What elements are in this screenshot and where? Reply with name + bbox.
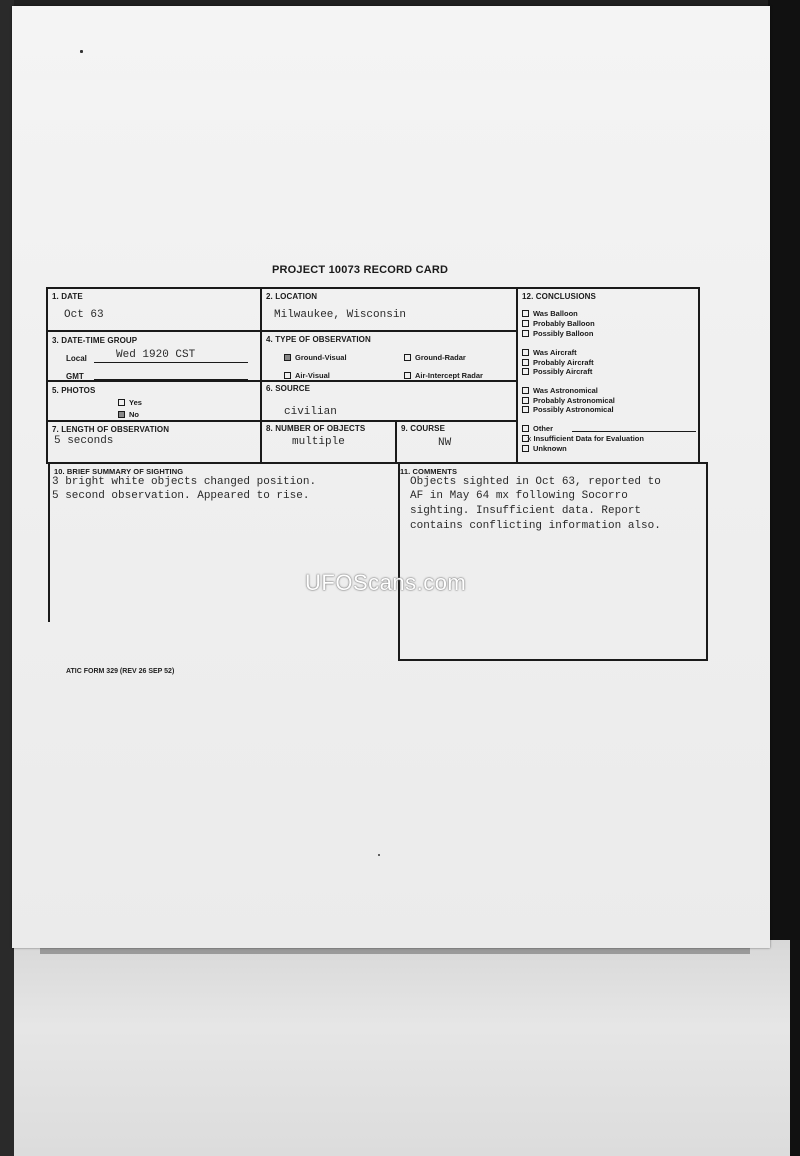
checkbox-photos-yes bbox=[118, 398, 142, 407]
option-label: Unknown bbox=[533, 444, 567, 453]
location-label: 2. LOCATION bbox=[266, 292, 318, 301]
comments-line-3: sighting. Insufficient data. Report bbox=[410, 505, 642, 517]
conclusion-was-balloon bbox=[522, 309, 578, 318]
checkbox-air-intercept-radar bbox=[404, 371, 483, 380]
date-time-group-label: 3. DATE-TIME GROUP bbox=[52, 336, 138, 345]
checkbox-box bbox=[522, 330, 529, 337]
option-label: Other bbox=[533, 424, 554, 433]
conclusion-possibly-astronomical bbox=[522, 405, 614, 414]
form-id: ATIC FORM 329 (REV 26 SEP 52) bbox=[66, 668, 175, 675]
checkbox-box bbox=[522, 368, 529, 375]
checkbox-ground-radar bbox=[404, 353, 466, 362]
comments-line-2: AF in May 64 mx following Socorro bbox=[410, 490, 628, 502]
number-of-objects-value: multiple bbox=[292, 436, 345, 448]
option-label: Was Aircraft bbox=[533, 348, 577, 357]
brief-summary-line-2: 5 second observation. Appeared to rise. bbox=[52, 490, 310, 502]
type-of-observation-label: 4. TYPE OF OBSERVATION bbox=[266, 335, 371, 344]
checkbox-box bbox=[522, 349, 529, 356]
conclusion-insufficient-data bbox=[522, 434, 644, 444]
conclusion-probably-aircraft bbox=[522, 358, 594, 367]
checkbox-box bbox=[118, 399, 125, 406]
option-label: Possibly Aircraft bbox=[533, 367, 593, 376]
location-value: Milwaukee, Wisconsin bbox=[274, 309, 407, 321]
scan-speck bbox=[378, 854, 380, 856]
option-label: Was Astronomical bbox=[533, 386, 598, 395]
course-value: NW bbox=[438, 437, 452, 449]
number-of-objects-label: 8. NUMBER OF OBJECTS bbox=[266, 424, 366, 433]
length-of-observation-label: 7. LENGTH OF OBSERVATION bbox=[52, 425, 170, 434]
checkbox-box bbox=[522, 435, 529, 442]
watermark: UFOScans.com bbox=[305, 570, 467, 595]
option-label: Insufficient Data for Evaluation bbox=[533, 434, 644, 443]
checkbox-box bbox=[522, 397, 529, 404]
gmt-underline bbox=[94, 379, 248, 380]
date-label: 1. DATE bbox=[52, 292, 83, 301]
brief-summary-line-1: 3 bright white objects changed position. bbox=[52, 476, 317, 488]
checkbox-air-visual bbox=[284, 371, 330, 380]
conclusion-was-astronomical bbox=[522, 386, 598, 395]
conclusions-label: 12. CONCLUSIONS bbox=[522, 292, 596, 301]
source-label: 6. SOURCE bbox=[266, 384, 311, 393]
checkbox-box bbox=[284, 372, 291, 379]
checkbox-box bbox=[404, 372, 411, 379]
option-label: Probably Aircraft bbox=[533, 358, 594, 367]
option-label: Air-Intercept Radar bbox=[415, 371, 483, 380]
option-label: Ground-Radar bbox=[415, 353, 466, 362]
conclusion-possibly-balloon bbox=[522, 329, 593, 338]
option-label: No bbox=[129, 410, 139, 419]
checkbox-box bbox=[522, 445, 529, 452]
option-label: Probably Balloon bbox=[533, 319, 595, 328]
other-underline bbox=[572, 431, 696, 432]
card-title: PROJECT 10073 RECORD CARD bbox=[272, 264, 449, 276]
conclusion-was-aircraft bbox=[522, 348, 577, 357]
comments-line-1: Objects sighted in Oct 63, reported to bbox=[410, 476, 661, 488]
option-label: Was Balloon bbox=[533, 309, 578, 318]
option-label: Possibly Balloon bbox=[533, 329, 594, 338]
insufficient-mark: x bbox=[527, 436, 532, 444]
checkbox-box bbox=[522, 425, 529, 432]
conclusion-probably-astronomical bbox=[522, 396, 615, 405]
local-time-label: Local bbox=[66, 354, 87, 363]
conclusion-unknown bbox=[522, 444, 567, 453]
length-of-observation-value: 5 seconds bbox=[54, 435, 114, 447]
checkbox-box bbox=[522, 359, 529, 366]
course-label: 9. COURSE bbox=[401, 424, 446, 433]
option-label: Possibly Astronomical bbox=[533, 405, 614, 414]
option-label: Yes bbox=[129, 398, 142, 407]
checkbox-box bbox=[522, 406, 529, 413]
scan-speck bbox=[80, 50, 83, 53]
conclusion-other bbox=[522, 424, 553, 433]
option-label: Ground-Visual bbox=[295, 353, 347, 362]
underlying-sheet bbox=[14, 940, 790, 1156]
checkbox-box bbox=[404, 354, 411, 361]
local-time-underline bbox=[94, 362, 248, 363]
checkbox-ground-visual bbox=[284, 353, 347, 362]
checkbox-photos-no bbox=[118, 410, 139, 419]
checkbox-box bbox=[522, 320, 529, 327]
comments-line-4: contains conflicting information also. bbox=[410, 520, 661, 532]
photos-label: 5. PHOTOS bbox=[52, 386, 96, 395]
local-time-value: Wed 1920 CST bbox=[116, 349, 196, 361]
checkbox-box bbox=[522, 310, 529, 317]
comments-label: 11. COMMENTS bbox=[400, 467, 458, 476]
checkbox-box bbox=[284, 354, 291, 361]
gmt-label: GMT bbox=[66, 372, 84, 381]
date-value: Oct 63 bbox=[64, 309, 104, 321]
source-value: civilian bbox=[284, 406, 337, 418]
brief-summary-label: 10. BRIEF SUMMARY OF SIGHTING bbox=[54, 467, 184, 476]
checkbox-box bbox=[522, 387, 529, 394]
option-label: Air-Visual bbox=[295, 371, 330, 380]
option-label: Probably Astronomical bbox=[533, 396, 615, 405]
checkbox-box bbox=[118, 411, 125, 418]
conclusion-possibly-aircraft bbox=[522, 367, 592, 376]
conclusion-probably-balloon bbox=[522, 319, 595, 328]
